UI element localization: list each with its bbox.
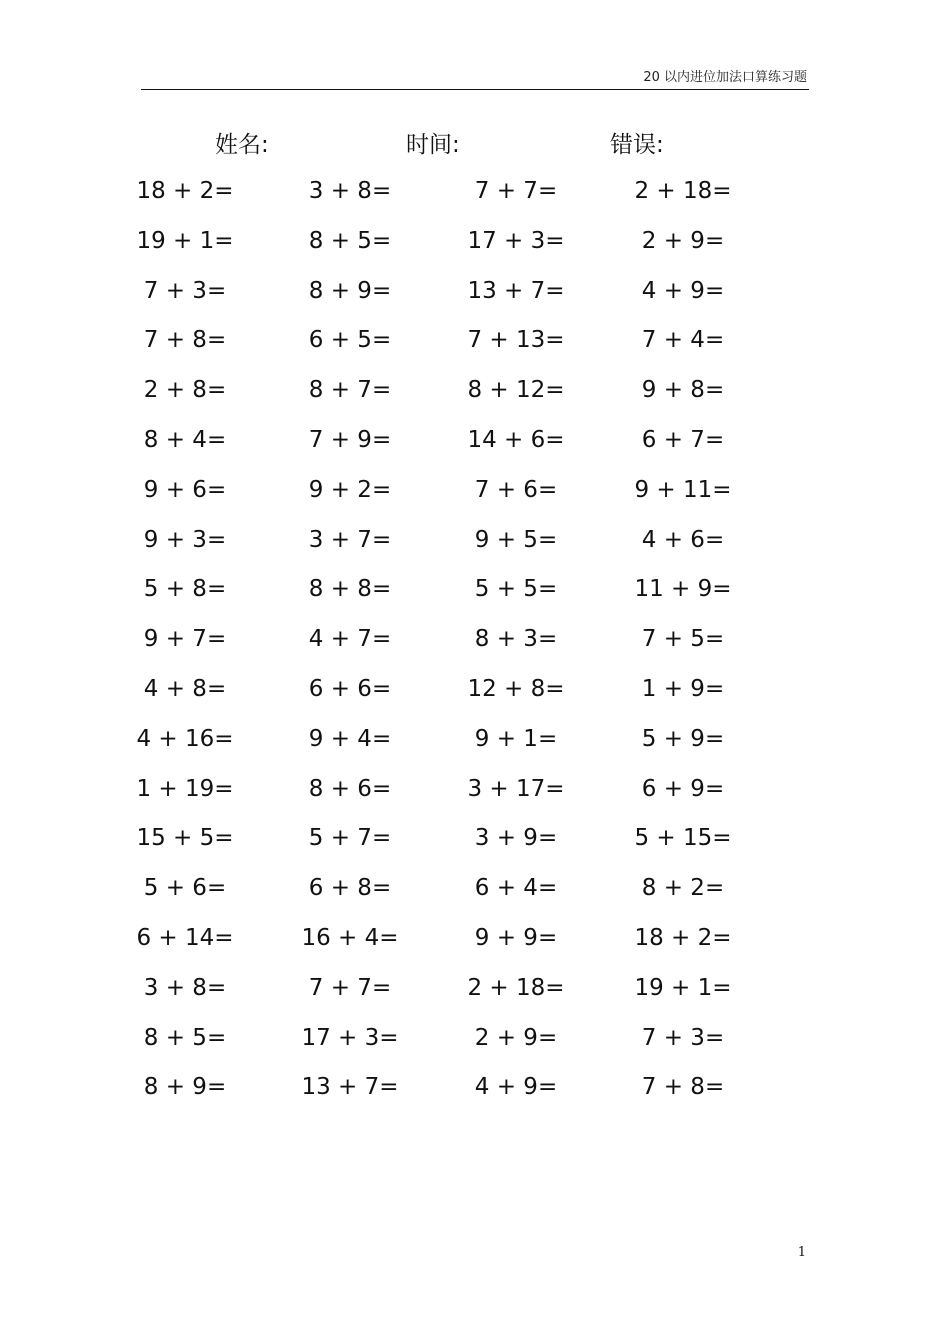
problem-cell: 15 + 5= bbox=[136, 825, 234, 852]
problem-cell: 7 + 9= bbox=[308, 426, 392, 453]
problem-cell: 1 + 9= bbox=[641, 675, 725, 702]
problem-cell: 5 + 5= bbox=[474, 576, 558, 603]
problem-cell: 8 + 7= bbox=[308, 377, 392, 404]
problem-cell: 5 + 6= bbox=[143, 875, 227, 902]
problem-cell: 18 + 2= bbox=[634, 924, 732, 951]
problem-grid bbox=[136, 170, 740, 1116]
problem-row bbox=[140, 618, 740, 668]
header-title: 20 以内进位加法口算练习题 bbox=[643, 70, 807, 85]
problem-cell: 6 + 7= bbox=[641, 426, 725, 453]
problem-cell: 8 + 5= bbox=[308, 227, 392, 254]
problem-row bbox=[140, 519, 740, 569]
problem-cell: 19 + 1= bbox=[136, 227, 234, 254]
problem-row bbox=[136, 768, 740, 818]
problem-cell: 18 + 2= bbox=[136, 178, 234, 204]
problem-row bbox=[140, 867, 740, 917]
problem-cell: 16 + 4= bbox=[301, 924, 399, 951]
problem-row bbox=[140, 469, 740, 519]
problem-cell: 3 + 8= bbox=[143, 974, 227, 1001]
problem-cell: 9 + 4= bbox=[308, 725, 392, 752]
errors-label: 错误: bbox=[610, 132, 664, 158]
problem-cell: 8 + 6= bbox=[308, 775, 392, 802]
problem-cell: 11 + 9= bbox=[634, 576, 732, 603]
problem-cell: 6 + 4= bbox=[474, 875, 558, 902]
problem-cell: 9 + 9= bbox=[474, 924, 558, 951]
problem-cell: 9 + 7= bbox=[143, 626, 227, 653]
problem-cell: 8 + 4= bbox=[143, 426, 227, 453]
problem-cell: 2 + 9= bbox=[474, 1024, 558, 1051]
problem-cell: 2 + 18= bbox=[634, 178, 732, 204]
problem-cell: 14 + 6= bbox=[467, 426, 565, 453]
problem-row bbox=[136, 220, 740, 270]
problem-cell: 8 + 9= bbox=[308, 277, 392, 304]
problem-cell: 6 + 8= bbox=[308, 875, 392, 902]
problem-cell: 13 + 7= bbox=[301, 1074, 399, 1101]
problem-cell: 5 + 15= bbox=[634, 825, 732, 852]
problem-cell: 6 + 14= bbox=[136, 924, 234, 951]
problem-cell: 4 + 7= bbox=[308, 626, 392, 653]
problem-cell: 4 + 9= bbox=[641, 277, 725, 304]
problem-cell: 12 + 8= bbox=[467, 675, 565, 702]
problem-cell: 7 + 4= bbox=[641, 327, 725, 354]
problem-cell: 9 + 5= bbox=[474, 526, 558, 553]
problem-cell: 7 + 7= bbox=[474, 178, 558, 204]
problem-cell: 19 + 1= bbox=[634, 974, 732, 1001]
problem-cell: 7 + 3= bbox=[641, 1024, 725, 1051]
problem-row bbox=[140, 1017, 740, 1067]
problem-row bbox=[140, 369, 740, 419]
problem-cell: 1 + 19= bbox=[136, 775, 234, 802]
problem-cell: 7 + 8= bbox=[641, 1074, 725, 1101]
problem-cell: 8 + 12= bbox=[467, 377, 565, 404]
problem-row bbox=[140, 419, 740, 469]
problem-row bbox=[140, 967, 740, 1017]
problem-cell: 2 + 8= bbox=[143, 377, 227, 404]
problem-cell: 9 + 2= bbox=[308, 476, 392, 503]
problem-cell: 7 + 6= bbox=[474, 476, 558, 503]
problem-cell: 6 + 9= bbox=[641, 775, 725, 802]
problem-cell: 6 + 5= bbox=[308, 327, 392, 354]
problem-cell: 8 + 3= bbox=[474, 626, 558, 653]
problem-cell: 5 + 8= bbox=[143, 576, 227, 603]
problem-cell: 9 + 8= bbox=[641, 377, 725, 404]
problem-cell: 8 + 8= bbox=[308, 576, 392, 603]
problem-cell: 4 + 16= bbox=[136, 725, 234, 752]
problem-cell: 2 + 18= bbox=[467, 974, 565, 1001]
problem-cell: 9 + 1= bbox=[474, 725, 558, 752]
problem-cell: 8 + 2= bbox=[641, 875, 725, 902]
problem-cell: 4 + 9= bbox=[474, 1074, 558, 1101]
problem-cell: 3 + 8= bbox=[308, 178, 392, 204]
problem-cell: 4 + 6= bbox=[641, 526, 725, 553]
problem-row bbox=[140, 270, 740, 320]
problem-cell: 8 + 5= bbox=[143, 1024, 227, 1051]
problem-cell: 2 + 9= bbox=[641, 227, 725, 254]
problem-cell: 13 + 7= bbox=[467, 277, 565, 304]
problem-cell: 4 + 8= bbox=[143, 675, 227, 702]
problem-cell: 7 + 13= bbox=[467, 327, 565, 354]
problem-row bbox=[136, 718, 740, 768]
problem-cell: 5 + 7= bbox=[308, 825, 392, 852]
time-label: 时间: bbox=[406, 132, 460, 158]
student-info-row bbox=[0, 126, 950, 160]
problem-row bbox=[140, 319, 740, 369]
problem-cell: 5 + 9= bbox=[641, 725, 725, 752]
problem-cell: 7 + 5= bbox=[641, 626, 725, 653]
problem-cell: 6 + 6= bbox=[308, 675, 392, 702]
problem-cell: 17 + 3= bbox=[467, 227, 565, 254]
problem-cell: 17 + 3= bbox=[301, 1024, 399, 1051]
problem-cell: 9 + 3= bbox=[143, 526, 227, 553]
problem-row bbox=[136, 917, 740, 967]
problem-row bbox=[140, 668, 740, 718]
problem-cell: 3 + 17= bbox=[467, 775, 565, 802]
problem-cell: 7 + 8= bbox=[143, 327, 227, 354]
header-divider bbox=[141, 89, 809, 90]
name-label: 姓名: bbox=[215, 132, 269, 158]
problem-cell: 9 + 11= bbox=[634, 476, 732, 503]
problem-row bbox=[140, 568, 740, 618]
problem-cell: 9 + 6= bbox=[143, 476, 227, 503]
problem-cell: 3 + 9= bbox=[474, 825, 558, 852]
problem-row bbox=[136, 170, 740, 220]
problem-row bbox=[136, 817, 740, 867]
problem-cell: 7 + 3= bbox=[143, 277, 227, 304]
problem-cell: 3 + 7= bbox=[308, 526, 392, 553]
problem-row bbox=[140, 1066, 740, 1116]
problem-cell: 8 + 9= bbox=[143, 1074, 227, 1101]
problem-cell: 7 + 7= bbox=[308, 974, 392, 1001]
page-number: 1 bbox=[797, 1245, 806, 1260]
